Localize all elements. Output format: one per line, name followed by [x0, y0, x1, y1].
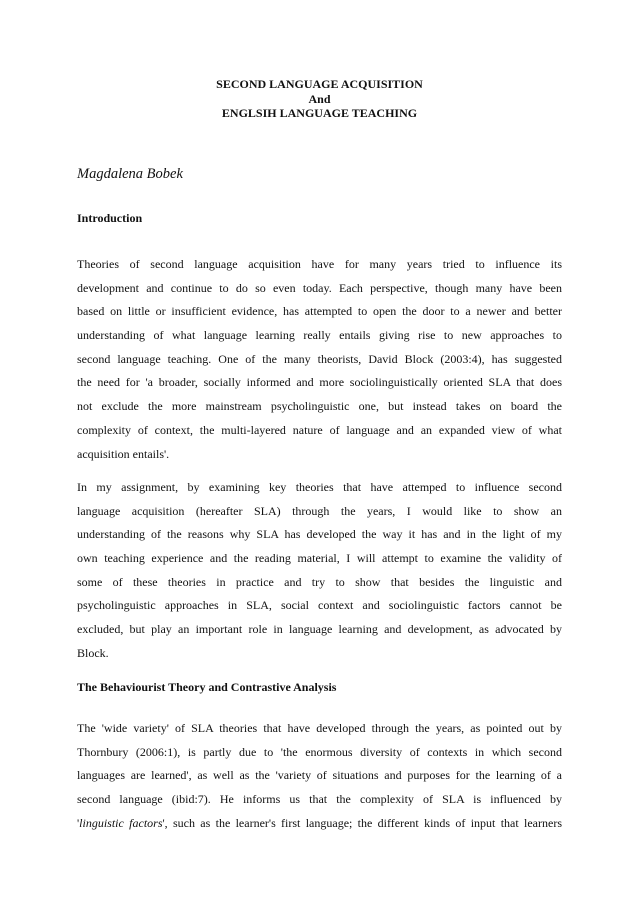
- text-line: the need for 'a broader, socially informed and more sociolinguistically oriented SLA that does: [77, 375, 562, 390]
- text-line: based on little or insufficient evidence, has attempted to open the door to a newer and better: [77, 304, 562, 319]
- quote-mark: ': [77, 815, 80, 830]
- author-name: Magdalena Bobek: [77, 166, 183, 182]
- text-line: excluded, but play an important role in language learning and development, as advocated by: [77, 622, 562, 637]
- text-line: complexity of context, the multi-layered nature of language and an expanded view of what: [77, 422, 562, 437]
- text-line: languages are learned', as well as the 'variety of situations and purposes for the learning of a: [77, 768, 562, 783]
- text-line: understanding of the reasons why SLA has developed the way it has and in the light of my: [77, 527, 562, 542]
- paragraph-2: [77, 476, 562, 666]
- text-line: acquisition entails'.: [77, 446, 170, 461]
- title-line-1: SECOND LANGUAGE ACQUISITION: [216, 77, 423, 91]
- text-segment: ', such as the learner's first language; the different kinds of input that learners: [162, 815, 562, 830]
- text-line: some of these theories in practice and try to show that besides the linguistic and: [77, 574, 562, 589]
- text-line: own teaching experience and the reading material, I will attempt to examine the validity of: [77, 551, 562, 566]
- heading-introduction: Introduction: [77, 211, 143, 225]
- text-line: understanding of what language learning really entails giving rise to new approaches to: [77, 328, 562, 343]
- text-line: not exclude the more mainstream psycholinguistic one, but instead takes on board the: [77, 399, 562, 414]
- document-title: [77, 77, 562, 121]
- text-line: Block.: [77, 645, 109, 660]
- heading-behaviourist-theory: The Behaviourist Theory and Contrastive Analysis: [77, 680, 337, 694]
- text-line: second language (ibid:7). He informs us that the complexity of SLA is influenced by: [77, 792, 562, 807]
- text-line: In my assignment, by examining key theories that have attemped to influence second: [77, 480, 562, 494]
- text-line: second language teaching. One of the many theorists, David Block (2003:4), has suggested: [77, 351, 562, 366]
- text-line: Thornbury (2006:1), is partly due to 'the enormous diversity of contexts in which second: [77, 744, 562, 759]
- text-line: [77, 812, 562, 836]
- text-line: development and continue to do so even today. Each perspective, though many have been: [77, 280, 562, 295]
- paragraph-1: [77, 253, 562, 466]
- text-line: psycholinguistic approaches in SLA, social context and sociolinguistic factors cannot be: [77, 598, 562, 613]
- title-line-3: ENGLSIH LANGUAGE TEACHING: [221, 106, 418, 120]
- text-line: language acquisition (hereafter SLA) through the years, I would like to show an: [77, 503, 562, 518]
- text-line: The 'wide variety' of SLA theories that have developed through the years, as pointed out by: [77, 721, 562, 735]
- text-line: Theories of second language acquisition have for many years tried to influence its: [77, 257, 562, 271]
- title-line-2: And: [308, 91, 331, 106]
- italic-term: linguistic factors: [79, 815, 163, 830]
- paragraph-3: [77, 717, 562, 835]
